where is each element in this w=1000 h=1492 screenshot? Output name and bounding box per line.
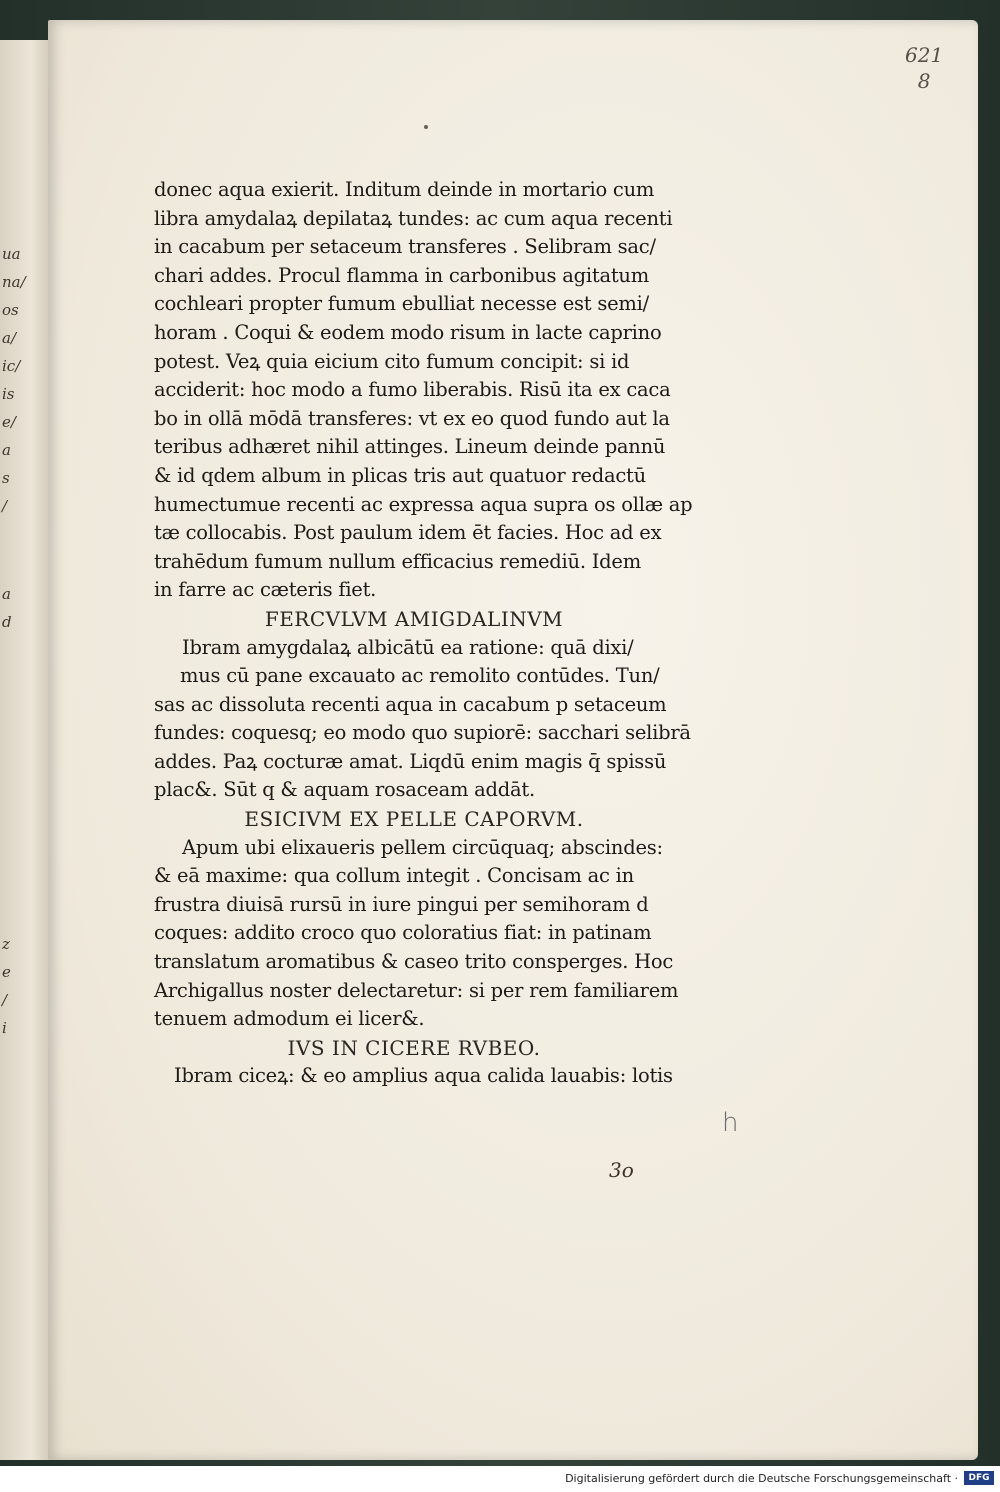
prev-page-fragment: d (2, 613, 12, 631)
text-line: Apum ubi elixaueris pellem circūquaq; abscindes: (182, 835, 663, 859)
text-line: chari addes. Procul flamma in carbonibus agitatum (154, 263, 649, 287)
text-line: coques: addito croco quo coloratius fiat: in patinam (154, 921, 652, 945)
text-line: humectumue recenti ac expressa aqua supra os ollæ ap (154, 492, 693, 516)
text-line: fundes: coquesq; eo modo quo supiorē: sacchari selibrā (154, 721, 691, 745)
prev-page-fragment: is (2, 385, 15, 403)
prev-page-fragment: / (2, 991, 8, 1009)
text-line: donec aqua exierit. Inditum deinde in mortario cum (154, 178, 655, 201)
catchword: 3o (609, 1158, 634, 1182)
text-line: Ibram ciceꝝ: & eo amplius aqua calida lauabis: lotis (174, 1064, 673, 1088)
text-line: potest. Veꝝ quia eicium cito fumum concipit: si id (154, 349, 630, 373)
text-line: mus cū pane excauato ac remolito contūdes. Tun/ (180, 664, 660, 688)
prev-page-fragment: a (2, 441, 11, 459)
dfg-logo: DFG (964, 1471, 994, 1485)
folio-line: 621 (905, 43, 944, 67)
section-heading: FERCVLVM AMIGDALINVM (264, 606, 564, 631)
text-line: in cacabum per setaceum transferes . Selibram sac/ (154, 235, 656, 259)
folio-number (905, 42, 943, 94)
prev-page-fragment: na/ (2, 273, 26, 291)
prev-page-fragment: / (2, 497, 8, 515)
text-line: sas ac dissoluta recenti aqua in cacabum p setaceum (154, 692, 667, 716)
prev-page-fragment: ua (2, 245, 21, 263)
prev-page-fragment: os (2, 301, 19, 319)
prev-page-fragment: z (2, 935, 10, 953)
text-line: addes. Paꝝ cocturæ amat. Liqdū enim magis q̄ spissū (154, 749, 667, 773)
section-heading: IVS IN CICERE RVBEO. (287, 1035, 541, 1060)
text-line: acciderit: hoc modo a fumo liberabis. Risū ita ex caca (154, 378, 671, 402)
prev-page-fragment: a (2, 585, 11, 603)
ink-dot (424, 125, 428, 129)
pencil-mark: h (722, 1108, 739, 1138)
text-line: & id qdem album in plicas tris aut quatuor redactū (154, 463, 646, 487)
text-line: in farre ac cæteris fiet. (154, 578, 377, 602)
text-line: bo in ollā mōdā transferes: vt ex eo quod fundo aut la (154, 406, 670, 430)
folio-line: 8 (917, 69, 931, 93)
prev-page-fragment: ic/ (2, 357, 21, 375)
text-line: horam . Coqui & eodem modo risum in lacte caprino (154, 320, 662, 344)
text-line: Ibram amygdalaꝝ albicātū ea ratione: quā dixi/ (182, 635, 634, 659)
text-line: & eā maxime: qua collum integit . Concisam ac in (154, 864, 634, 888)
previous-page-edge (0, 40, 54, 1460)
text-line: tenuem admodum ei licer&. (154, 1007, 425, 1031)
prev-page-fragment: s (2, 469, 10, 487)
footer-credit: Digitalisierung gefördert durch die Deutsche Forschungsgemeinschaft · (565, 1472, 958, 1485)
text-line: plac&. Sūt q & aquam rosaceam addāt. (154, 778, 535, 802)
section-heading: ESICIVM EX PELLE CAPORVM. (244, 807, 584, 832)
text-line: frustra diuisā rursū in iure pingui per semihoram d (154, 892, 649, 916)
prev-page-fragment: a/ (2, 329, 16, 347)
text-line: libra amydalaꝝ depilataꝝ tundes: ac cum aqua recenti (154, 206, 673, 230)
text-line: translatum aromatibus & caseo trito consperges. Hoc (154, 950, 674, 974)
text-line: trahēdum fumum nullum efficacius remediū. Idem (154, 549, 641, 573)
text-line: teribus adhæret nihil attinges. Lineum deinde pannū (154, 435, 666, 459)
text-line: tæ collocabis. Post paulum idem ēt facies. Hoc ad ex (154, 521, 662, 545)
prev-page-fragment: e/ (2, 413, 16, 431)
text-line: cochleari propter fumum ebulliat necesse est semi/ (154, 292, 649, 316)
text-block (154, 176, 693, 1091)
footer-bar (0, 1466, 1000, 1492)
prev-page-fragment: i (2, 1019, 7, 1037)
prev-page-fragment: e (2, 963, 11, 981)
text-line: Archigallus noster delectaretur: si per rem familiarem (154, 978, 679, 1002)
